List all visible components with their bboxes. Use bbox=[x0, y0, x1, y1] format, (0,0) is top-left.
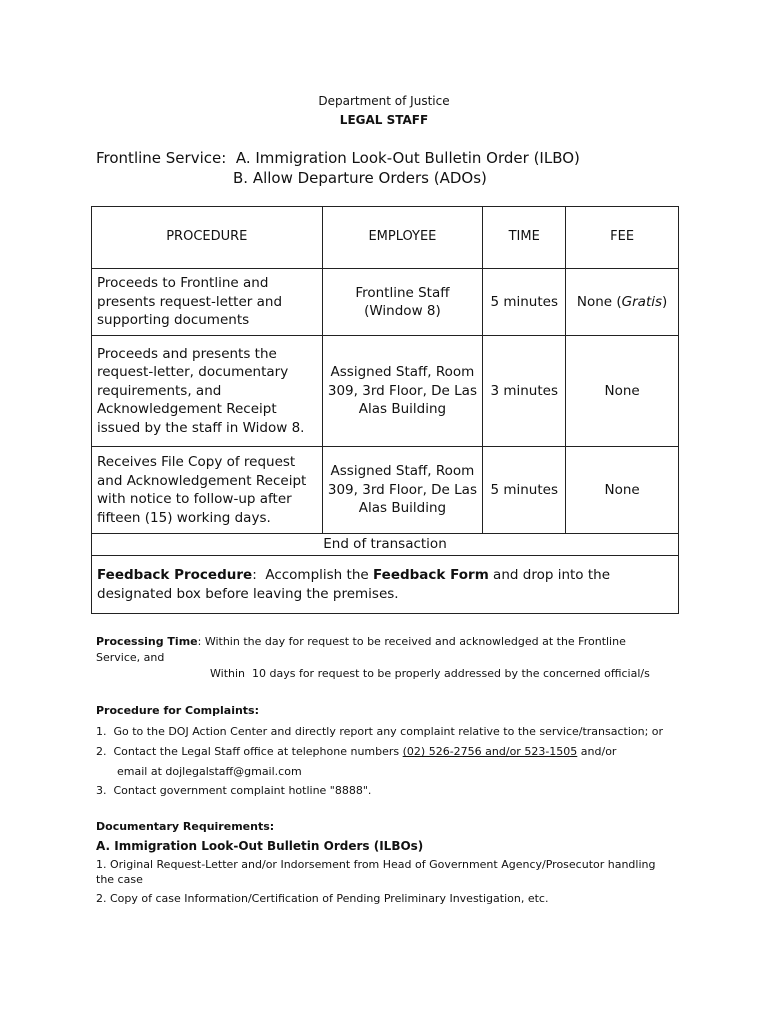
requirement-item-2: 2. Copy of case Information/Certification of Pending Preliminary Investigation, etc. bbox=[96, 892, 549, 905]
fee-prefix: None ( bbox=[576, 293, 622, 310]
complaints-heading: Procedure for Complaints: bbox=[96, 704, 260, 717]
service-title-line1 bbox=[96, 149, 580, 167]
fee-gratis: Gratis bbox=[621, 293, 663, 310]
cell-time: 3 minutes bbox=[483, 336, 566, 447]
department-name: Department of Justice bbox=[318, 94, 450, 108]
cell-employee: Assigned Staff, Room 309, 3rd Floor, De Las Alas Building bbox=[322, 336, 483, 447]
service-item-a: A. Immigration Look-Out Bulletin Order (ILBO) bbox=[235, 149, 580, 167]
header-procedure: PROCEDURE bbox=[92, 207, 323, 269]
complaint-item-2-text: 2. Contact the Legal Staff office at telephone numbers bbox=[96, 745, 403, 758]
requirement-item-1-line1: 1. Original Request-Letter and/or Indorsement from Head of Government Agency/Prosecutor handling bbox=[96, 858, 656, 871]
requirements-heading: Documentary Requirements: bbox=[96, 820, 275, 833]
cell-employee: Frontline Staff (Window 8) bbox=[322, 269, 483, 336]
processing-time-label: Processing Time bbox=[96, 635, 198, 648]
cell-procedure: Receives File Copy of request and Acknowledgement Receipt with notice to follow-up after fifteen (15) working days. bbox=[92, 447, 323, 534]
complaint-item-2-suffix: and/or bbox=[577, 745, 617, 758]
end-of-transaction-row bbox=[92, 534, 679, 556]
phone-numbers: (02) 526-2756 and/or 523-1505 bbox=[402, 745, 578, 758]
complaint-item-3: 3. Contact government complaint hotline "8888". bbox=[96, 784, 372, 797]
cell-time: 5 minutes bbox=[483, 269, 566, 336]
complaint-email: email at dojlegalstaff@gmail.com bbox=[117, 765, 302, 778]
processing-time-line3: Within 10 days for request to be properly addressed by the concerned official/s bbox=[210, 667, 650, 680]
end-of-transaction: End of transaction bbox=[92, 534, 679, 556]
processing-time-line1 bbox=[96, 634, 626, 650]
cell-procedure: Proceeds to Frontline and presents request-letter and supporting documents bbox=[92, 269, 323, 336]
service-label: Frontline Service: bbox=[96, 149, 227, 167]
feedback-text-b: and drop into the designated box before leaving the premises. bbox=[97, 567, 610, 602]
processing-time-line2: Service, and bbox=[96, 651, 165, 664]
feedback-form-label: Feedback Form bbox=[372, 567, 489, 583]
cell-fee: None bbox=[566, 336, 679, 447]
header-time: TIME bbox=[483, 207, 566, 269]
complaint-item-1: 1. Go to the DOJ Action Center and directly report any complaint relative to the service/transaction; or bbox=[96, 725, 664, 738]
complaint-item-2 bbox=[96, 744, 616, 760]
feedback-text-a: : Accomplish the bbox=[252, 567, 373, 583]
table-row bbox=[92, 269, 679, 336]
requirement-item-1-line2: the case bbox=[96, 873, 143, 886]
processing-time-text: : Within the day for request to be received and acknowledged at the Frontline bbox=[197, 635, 626, 648]
header-employee: EMPLOYEE bbox=[322, 207, 483, 269]
office-name: LEGAL STAFF bbox=[339, 113, 429, 127]
fee-suffix: ) bbox=[662, 293, 668, 310]
table-row bbox=[92, 447, 679, 534]
feedback-row bbox=[92, 556, 679, 614]
cell-fee bbox=[566, 269, 679, 336]
requirements-subheading: A. Immigration Look-Out Bulletin Orders (ILBOs) bbox=[96, 839, 424, 853]
cell-time: 5 minutes bbox=[483, 447, 566, 534]
cell-employee: Assigned Staff, Room 309, 3rd Floor, De Las Alas Building bbox=[322, 447, 483, 534]
cell-procedure: Proceeds and presents the request-letter, documentary requirements, and Acknowledgement Receipt issued by the staff in Widow 8. bbox=[92, 336, 323, 447]
header-fee: FEE bbox=[566, 207, 679, 269]
table-header-row bbox=[92, 207, 679, 269]
table-row bbox=[92, 336, 679, 447]
feedback-procedure bbox=[92, 556, 679, 614]
feedback-label: Feedback Procedure bbox=[97, 567, 253, 583]
cell-fee: None bbox=[566, 447, 679, 534]
procedure-table bbox=[91, 206, 679, 614]
service-item-b: B. Allow Departure Orders (ADOs) bbox=[233, 169, 487, 187]
